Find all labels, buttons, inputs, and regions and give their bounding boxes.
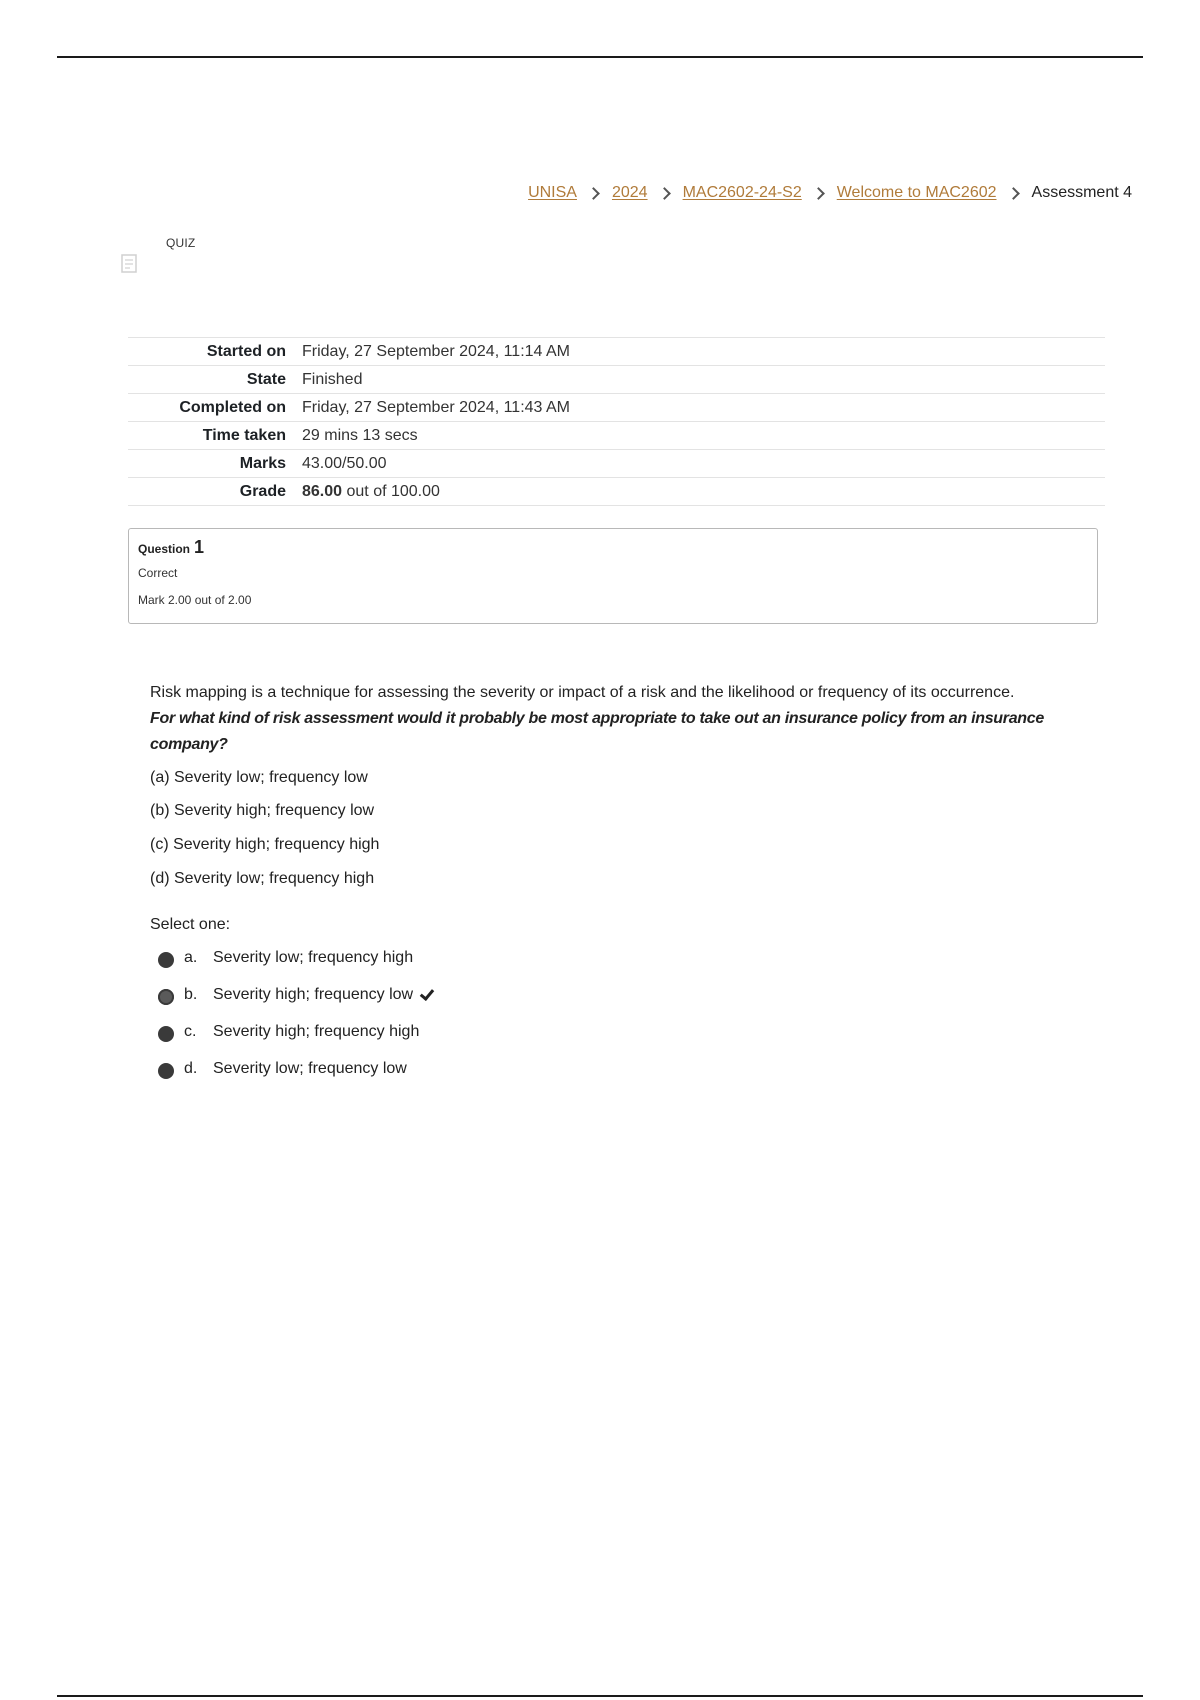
top-rule xyxy=(57,56,1143,58)
time-label: Time taken xyxy=(202,426,286,444)
grade-value: 86.00 xyxy=(302,482,343,500)
chevron-right-icon xyxy=(658,187,671,200)
check-icon xyxy=(420,985,434,1000)
attempt-summary-table xyxy=(128,337,1105,506)
summary-row-completed xyxy=(128,394,1105,422)
breadcrumb-current: Assessment 4 xyxy=(1031,184,1132,201)
answer-letter: b. xyxy=(184,986,198,1003)
answer-letter: a. xyxy=(184,949,198,966)
answer-letter: d. xyxy=(184,1060,198,1077)
answer-text: Severity low; frequency low xyxy=(213,1060,407,1077)
question-text xyxy=(150,680,1090,892)
answer-letter: c. xyxy=(184,1023,197,1040)
question-state: Correct xyxy=(138,566,178,580)
question-ask: For what kind of risk assessment would it probably be most appropriate to take out an insurance policy from an insurance company? xyxy=(150,710,1044,753)
breadcrumb-link-year[interactable]: 2024 xyxy=(611,184,648,201)
completed-value: Friday, 27 September 2024, 11:43 AM xyxy=(302,398,571,416)
summary-row-time xyxy=(128,422,1105,450)
breadcrumb-link-course[interactable]: MAC2602-24-S2 xyxy=(682,184,802,201)
quiz-icon xyxy=(121,254,139,274)
question-info-box xyxy=(128,528,1098,624)
answer-option-d[interactable] xyxy=(158,1055,431,1083)
summary-row-grade xyxy=(128,478,1105,506)
question-option-c: (c) Severity high; frequency high xyxy=(150,836,380,853)
answer-option-b[interactable] xyxy=(158,981,431,1009)
question-intro: Risk mapping is a technique for assessing the severity or impact of a risk and the likelihood or frequency of its occurrence. xyxy=(150,684,1015,701)
grade-suffix: out of 100.00 xyxy=(346,482,440,500)
marks-value: 43.00/50.00 xyxy=(302,454,387,472)
time-value: 29 mins 13 secs xyxy=(302,426,418,444)
chevron-right-icon xyxy=(1007,187,1020,200)
grade-cell xyxy=(302,478,1105,506)
answer-text: Severity high; frequency low xyxy=(213,986,414,1003)
answer-text: Severity low; frequency high xyxy=(213,949,414,966)
answer-list xyxy=(158,944,431,1092)
state-label: State xyxy=(246,370,286,388)
completed-label: Completed on xyxy=(179,398,286,416)
select-one-prompt: Select one: xyxy=(150,916,231,933)
radio-button[interactable] xyxy=(158,1026,174,1042)
chevron-right-icon xyxy=(812,187,825,200)
question-option-a: (a) Severity low; frequency low xyxy=(150,769,368,786)
bottom-rule xyxy=(57,1695,1143,1697)
breadcrumb-link-unisa[interactable]: UNISA xyxy=(528,184,577,201)
chevron-right-icon xyxy=(587,187,600,200)
summary-row-started xyxy=(128,338,1105,366)
marks-label: Marks xyxy=(239,454,286,472)
activity-type-label: QUIZ xyxy=(166,236,196,250)
started-label: Started on xyxy=(206,342,286,360)
state-value: Finished xyxy=(302,370,363,388)
summary-row-state xyxy=(128,366,1105,394)
grade-label: Grade xyxy=(239,482,286,500)
answer-option-a[interactable] xyxy=(158,944,431,972)
breadcrumb-link-section[interactable]: Welcome to MAC2602 xyxy=(836,184,997,201)
question-number-value: 1 xyxy=(194,537,205,557)
breadcrumb xyxy=(528,184,1132,202)
summary-row-marks xyxy=(128,450,1105,478)
question-option-d: (d) Severity low; frequency high xyxy=(150,870,375,887)
radio-button[interactable] xyxy=(158,1063,174,1079)
question-mark: Mark 2.00 out of 2.00 xyxy=(138,593,252,607)
question-label: Question xyxy=(138,542,191,556)
radio-button-selected[interactable] xyxy=(158,989,174,1005)
question-number xyxy=(138,537,1097,558)
answer-option-c[interactable] xyxy=(158,1018,431,1046)
question-option-b: (b) Severity high; frequency low xyxy=(150,802,375,819)
answer-text: Severity high; frequency high xyxy=(213,1023,420,1040)
radio-button[interactable] xyxy=(158,952,174,968)
started-value: Friday, 27 September 2024, 11:14 AM xyxy=(302,342,571,360)
